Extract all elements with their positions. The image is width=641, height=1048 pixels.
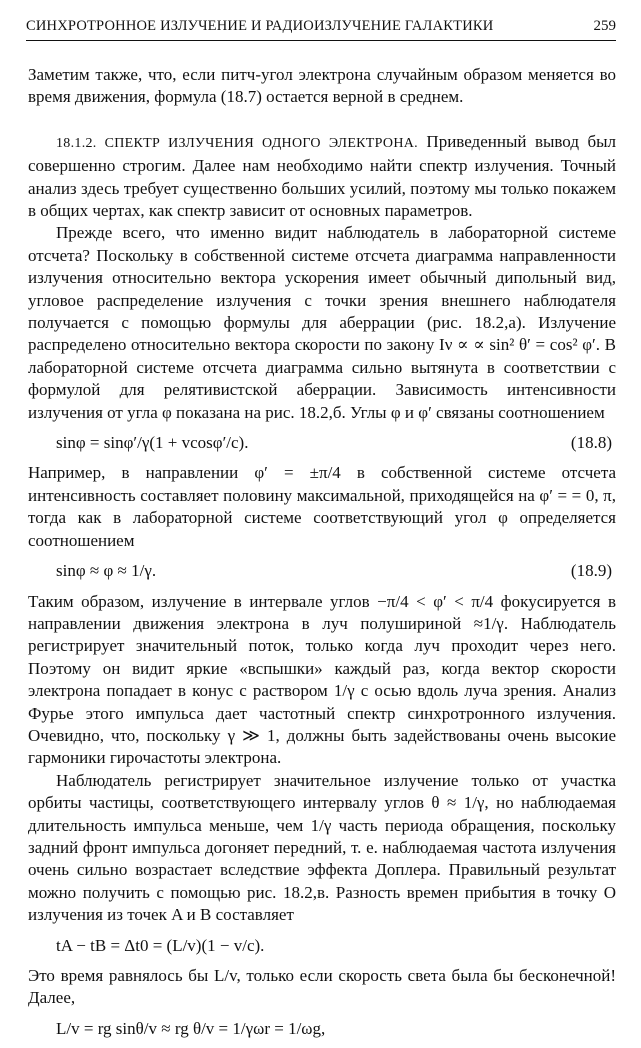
paragraph-section-18-1-2 (28, 131, 616, 223)
paragraph-half-intensity: Например, в направлении φ′ = ±π/4 в собственной системе отсчета интенсивность составляет половину максимальной, приходящейся на φ′ = = 0, π, тогда как в лабораторной системе соответствующий угол φ определяется соотношением (28, 463, 616, 550)
equation-expression: sinφ = sinφ′/γ(1 + vcosφ′/c). (56, 433, 249, 453)
equation-expression: tA − tB = Δt0 = (L/v)(1 − v/c). (56, 935, 265, 955)
equation-number: (18.8) (570, 433, 612, 453)
equation-18-8 (28, 432, 616, 454)
equation-expression: L/v = rg sinθ/v ≈ rg θ/v = 1/γωr = 1/ωg, (56, 1018, 326, 1038)
equation-18-9 (28, 560, 616, 582)
running-title: СИНХРОТРОННОЕ ИЗЛУЧЕНИЕ И РАДИОИЗЛУЧЕНИЕ ГАЛАКТИКИ (26, 18, 494, 34)
equation-expression: sinφ ≈ φ ≈ 1/γ. (56, 561, 157, 581)
paragraph-observer-frame: Прежде всего, что именно видит наблюдатель в лабораторной системе отсчета? Поскольку в собственной системе отсчета диаграмма направленности излучения относительно вектора ускорения имеет обычный дипольный вид, угловое распределение излучения с точки зрения внешнего наблюдателя получается с помощью формулы для аберрации (рис. 18.2,а). Излучение распределено относительно вектора скорости по закону Iν ∝ ∝ sin² θ′ = cos² φ′. В лабораторной системе отсчета диаграмма сильно вытянута в соответствии с формулой для релятивистской аберрации. Зависимость интенсивности излучения от угла φ показана на рис. 18.2,б. Углы φ и φ′ связаны соотношением (28, 223, 616, 422)
paragraph-doppler: Наблюдатель регистрирует значительное излучение только от участка орбиты частицы, соответствующего интервалу углов θ ≈ 1/γ, но наблюдаемая длительность импульса меньше, чем 1/γ часть периода обращения, поскольку задний фронт импульса догоняет передний, т. е. наблюдаемая частота излучения очень сильно возрастает вследствие эффекта Доплера. Правильный результат можно получить с помощью рис. 18.2,в. Разность времен прибытия в точку O излучения из точек A и B составляет (28, 770, 616, 925)
paragraph-pitch-angle: Заметим также, что, если питч-угол электрона случайным образом меняется во время движения, формула (18.7) остается верной в среднем. (28, 65, 616, 107)
section-intro-text: Приведенный вывод был совершенно строгим. Далее нам необходимо найти спектр излучения. Точный анализ здесь требует существенно больших усилий, поэтому мы только покажем в общих чертах, как спектр зависит от основных параметров. (28, 131, 616, 221)
equation-number: (18.9) (570, 561, 612, 581)
section-heading: 18.1.2. СПЕКТР ИЗЛУЧЕНИЯ ОДНОГО ЭЛЕКТРОНА. (56, 135, 418, 151)
text-body (28, 64, 616, 1048)
running-header (26, 16, 616, 41)
paragraph-beam-focusing: Таким образом, излучение в интервале углов −π/4 < φ′ < π/4 фокусируется в направлении движения электрона в луч полушириной ≈1/γ. Наблюдатель регистрирует значительный поток, только когда луч проходит через него. Поэтому он видит яркие «вспышки» каждый раз, когда вектор скорости электрона попадает в конус с раствором 1/γ с осью вдоль луча зрения. Анализ Фурье этого импульса дает частотный спектр синхротронного излучения. Очевидно, что, поскольку γ ≫ 1, должны быть задействованы очень высокие гармоники гирочастоты электрона. (28, 591, 616, 768)
paragraph-infinite-light-speed: Это время равнялось бы L/v, только если скорость света была бы бесконечной! Далее, (28, 965, 616, 1008)
page-number: 259 (593, 18, 616, 34)
equation-time-difference (28, 935, 616, 957)
equation-gyro-period (28, 1018, 616, 1040)
